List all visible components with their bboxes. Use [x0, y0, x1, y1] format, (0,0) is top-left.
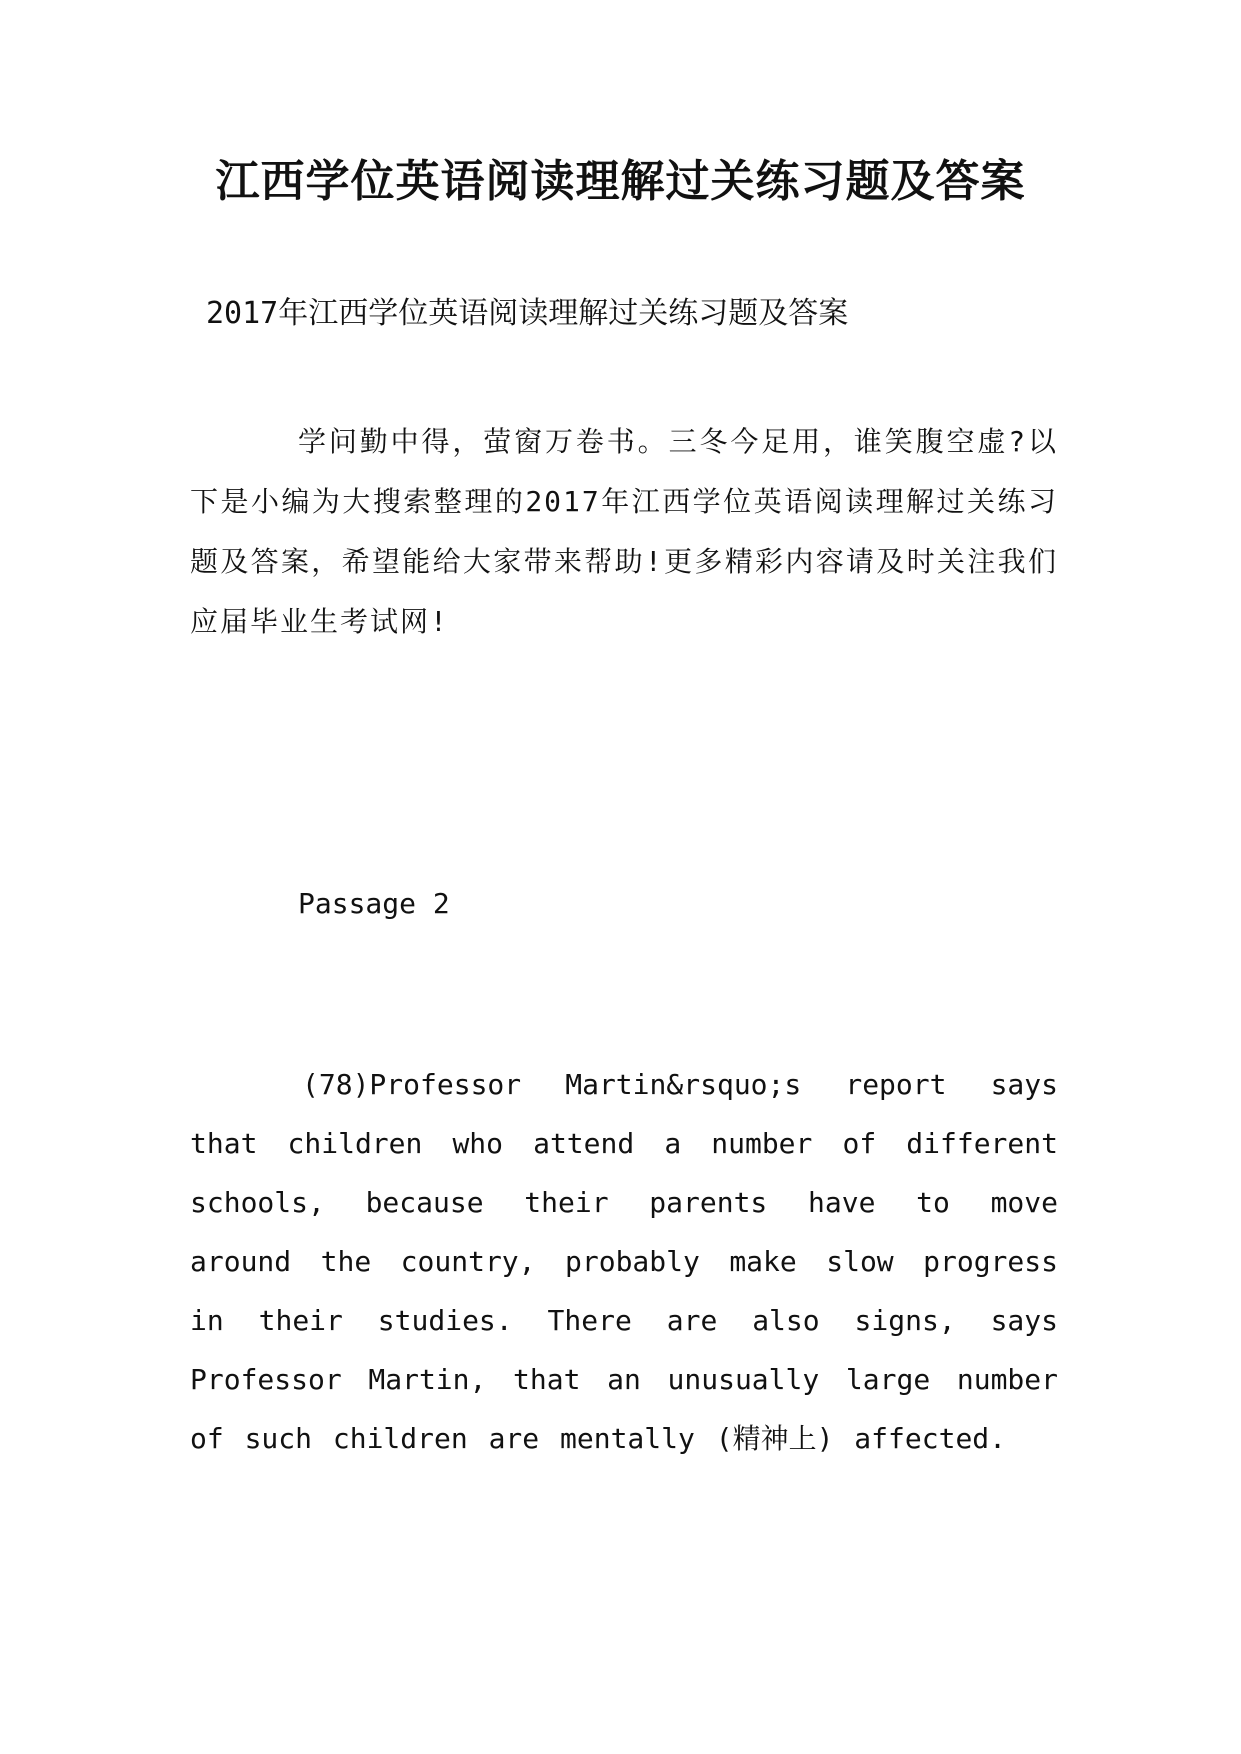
passage-paragraph: (78)Professor Martin&rsquo;s report says that children who attend a number of different schools, because their parents have to move around the country, probably make slow progress in their studies. There are also signs, says Professor Martin, that an unusually large number of such children are mentally (精神上) affected.: [190, 1068, 1058, 1455]
document-title: 江西学位英语阅读理解过关练习题及答案: [215, 156, 1026, 207]
passage-label: Passage 2: [298, 887, 450, 920]
document-subtitle: 2017年江西学位英语阅读理解过关练习题及答案: [206, 296, 849, 331]
intro-paragraph: 学问勤中得，萤窗万卷书。三冬今足用，谁笑腹空虚?以下是小编为大搜索整理的2017年江西学位英语阅读理解过关练习题及答案，希望能给大家带来帮助!更多精彩内容请及时关注我们应届毕业生考试网!: [190, 425, 1058, 638]
